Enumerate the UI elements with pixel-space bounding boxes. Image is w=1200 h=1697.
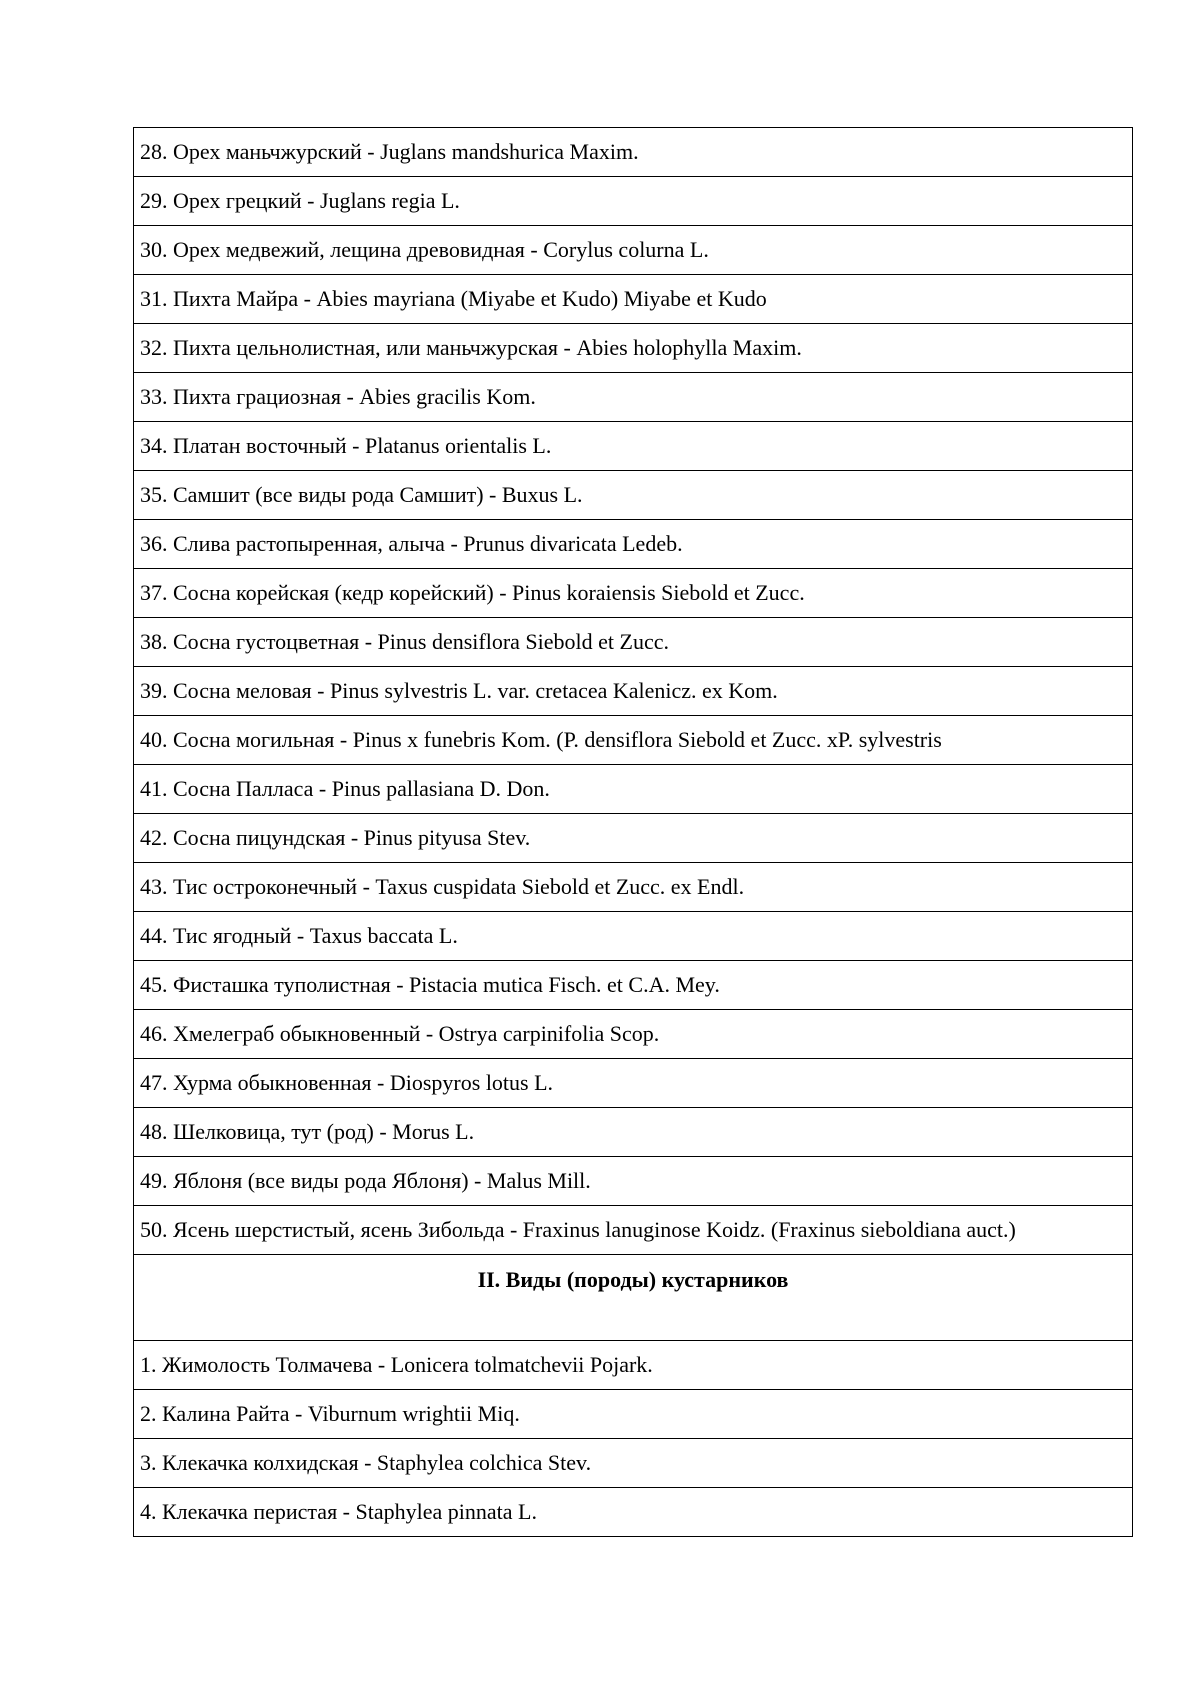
table-row [134, 177, 1133, 226]
tree-species-entry: 29. Орех грецкий - Juglans regia L. [134, 177, 1133, 226]
table-row [134, 422, 1133, 471]
table-row [134, 1439, 1133, 1488]
table-row [134, 912, 1133, 961]
tree-species-entry: 28. Орех маньчжурский - Juglans mandshurica Maxim. [134, 128, 1133, 177]
section-header-row [134, 1255, 1133, 1341]
tree-species-entry: 39. Сосна меловая - Pinus sylvestris L. var. cretacea Kalenicz. ex Kom. [134, 667, 1133, 716]
table-row [134, 961, 1133, 1010]
tree-species-entry: 41. Сосна Палласа - Pinus pallasiana D. Don. [134, 765, 1133, 814]
tree-species-entry: 48. Шелковица, тут (род) - Morus L. [134, 1108, 1133, 1157]
table-row [134, 716, 1133, 765]
table-row [134, 128, 1133, 177]
table-row [134, 226, 1133, 275]
shrub-species-entry: 4. Клекачка перистая - Staphylea pinnata L. [134, 1488, 1133, 1537]
table-row [134, 1206, 1133, 1255]
shrub-species-entry: 1. Жимолость Толмачева - Lonicera tolmatchevii Pojark. [134, 1341, 1133, 1390]
tree-species-entry: 31. Пихта Майра - Abies mayriana (Miyabe et Kudo) Miyabe et Kudo [134, 275, 1133, 324]
table-row [134, 1157, 1133, 1206]
table-row [134, 471, 1133, 520]
tree-species-entry: 32. Пихта цельнолистная, или маньчжурская - Abies holophylla Maxim. [134, 324, 1133, 373]
table-row [134, 275, 1133, 324]
tree-species-entry: 33. Пихта грациозная - Abies gracilis Kom. [134, 373, 1133, 422]
tree-species-entry: 37. Сосна корейская (кедр корейский) - Pinus koraiensis Siebold et Zucc. [134, 569, 1133, 618]
tree-species-entry: 47. Хурма обыкновенная - Diospyros lotus L. [134, 1059, 1133, 1108]
shrub-species-entry: 3. Клекачка колхидская - Staphylea colchica Stev. [134, 1439, 1133, 1488]
tree-species-entry: 50. Ясень шерстистый, ясень Зибольда - Fraxinus lanuginose Koidz. (Fraxinus sieboldiana auct.) [134, 1206, 1133, 1255]
table-row [134, 765, 1133, 814]
table-row [134, 373, 1133, 422]
table-row [134, 324, 1133, 373]
table-row [134, 1390, 1133, 1439]
table-row [134, 1341, 1133, 1390]
table-row [134, 1108, 1133, 1157]
species-table [133, 127, 1133, 1537]
tree-species-entry: 46. Хмелеграб обыкновенный - Ostrya carpinifolia Scop. [134, 1010, 1133, 1059]
table-row [134, 618, 1133, 667]
table-row [134, 667, 1133, 716]
table-row [134, 520, 1133, 569]
tree-species-entry: 44. Тис ягодный - Taxus baccata L. [134, 912, 1133, 961]
table-row [134, 1488, 1133, 1537]
shrubs-section-title: II. Виды (породы) кустарников [134, 1255, 1133, 1341]
tree-species-entry: 43. Тис остроконечный - Taxus cuspidata Siebold et Zucc. ex Endl. [134, 863, 1133, 912]
tree-species-entry: 42. Сосна пицундская - Pinus pityusa Stev. [134, 814, 1133, 863]
shrub-species-entry: 2. Калина Райта - Viburnum wrightii Miq. [134, 1390, 1133, 1439]
tree-species-entry: 40. Сосна могильная - Pinus x funebris Kom. (P. densiflora Siebold et Zucc. xP. sylvestris [134, 716, 1133, 765]
tree-species-entry: 38. Сосна густоцветная - Pinus densiflora Siebold et Zucc. [134, 618, 1133, 667]
table-row [134, 569, 1133, 618]
table-row [134, 814, 1133, 863]
tree-species-entry: 49. Яблоня (все виды рода Яблоня) - Malus Mill. [134, 1157, 1133, 1206]
tree-species-entry: 35. Самшит (все виды рода Самшит) - Buxus L. [134, 471, 1133, 520]
table-row [134, 1059, 1133, 1108]
tree-species-entry: 30. Орех медвежий, лещина древовидная - Corylus colurna L. [134, 226, 1133, 275]
table-row [134, 863, 1133, 912]
tree-species-entry: 45. Фисташка туполистная - Pistacia mutica Fisch. et C.A. Mey. [134, 961, 1133, 1010]
tree-species-entry: 34. Платан восточный - Platanus orientalis L. [134, 422, 1133, 471]
tree-species-entry: 36. Слива растопыренная, алыча - Prunus divaricata Ledeb. [134, 520, 1133, 569]
table-row [134, 1010, 1133, 1059]
